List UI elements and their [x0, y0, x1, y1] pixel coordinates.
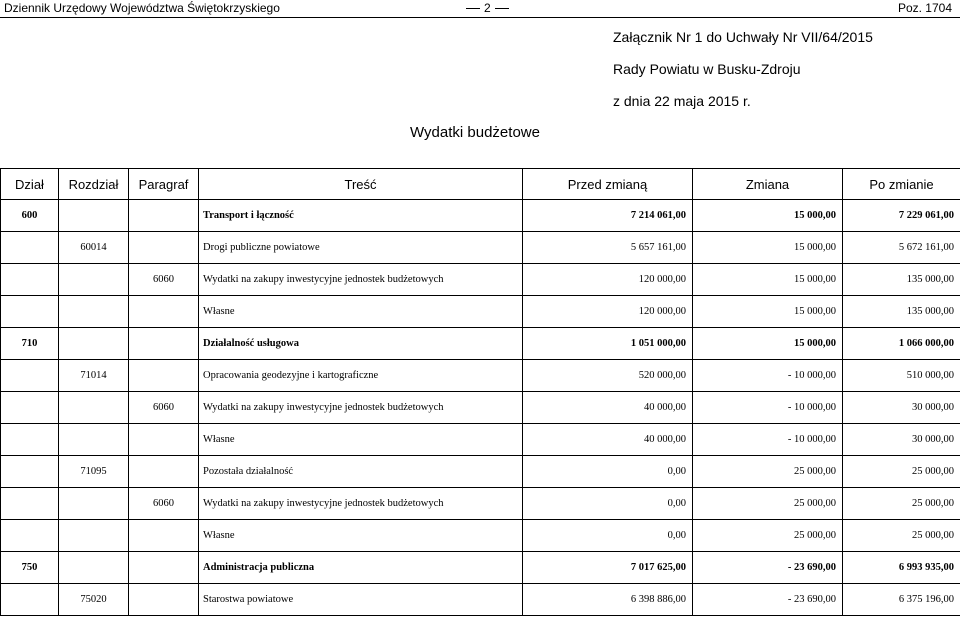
po-zmianie-cell: 6 375 196,00 [843, 584, 960, 616]
rozdzial-cell [59, 392, 129, 424]
column-header: Treść [199, 169, 523, 200]
przed-zmiana-cell: 6 398 886,00 [523, 584, 693, 616]
po-zmianie-cell: 135 000,00 [843, 296, 960, 328]
paragraf-cell [129, 200, 199, 232]
table-row [1, 360, 960, 392]
table-row [1, 520, 960, 552]
rozdzial-cell: 71014 [59, 360, 129, 392]
table-row [1, 424, 960, 456]
zmiana-cell: - 10 000,00 [693, 424, 843, 456]
column-header: Przed zmianą [523, 169, 693, 200]
dzial-cell [1, 520, 59, 552]
column-header: Rozdział [59, 169, 129, 200]
dzial-cell: 600 [1, 200, 59, 232]
budget-table [0, 168, 960, 616]
przed-zmiana-cell: 120 000,00 [523, 296, 693, 328]
paragraf-cell [129, 552, 199, 584]
przed-zmiana-cell: 0,00 [523, 520, 693, 552]
zmiana-cell: - 23 690,00 [693, 552, 843, 584]
przed-zmiana-cell: 7 214 061,00 [523, 200, 693, 232]
zmiana-cell: 25 000,00 [693, 456, 843, 488]
paragraf-cell [129, 584, 199, 616]
tresc-cell: Wydatki na zakupy inwestycyjne jednostek budżetowych [199, 392, 523, 424]
column-header: Dział [1, 169, 59, 200]
document-title: Wydatki budżetowe [410, 124, 540, 141]
po-zmianie-cell: 30 000,00 [843, 392, 960, 424]
dzial-cell [1, 296, 59, 328]
paragraf-cell [129, 456, 199, 488]
column-header: Paragraf [129, 169, 199, 200]
przed-zmiana-cell: 120 000,00 [523, 264, 693, 296]
paragraf-cell: 6060 [129, 488, 199, 520]
table-row [1, 296, 960, 328]
page-number: 2 [462, 1, 513, 15]
przed-zmiana-cell: 0,00 [523, 488, 693, 520]
rozdzial-cell [59, 520, 129, 552]
zmiana-cell: - 10 000,00 [693, 360, 843, 392]
po-zmianie-cell: 6 993 935,00 [843, 552, 960, 584]
przed-zmiana-cell: 0,00 [523, 456, 693, 488]
zmiana-cell: 25 000,00 [693, 520, 843, 552]
dzial-cell: 750 [1, 552, 59, 584]
rozdzial-cell: 71095 [59, 456, 129, 488]
dzial-cell [1, 264, 59, 296]
tresc-cell: Opracowania geodezyjne i kartograficzne [199, 360, 523, 392]
paragraf-cell: 6060 [129, 264, 199, 296]
table-row [1, 552, 960, 584]
table-row [1, 456, 960, 488]
tresc-cell: Własne [199, 424, 523, 456]
rozdzial-cell [59, 200, 129, 232]
dzial-cell [1, 424, 59, 456]
po-zmianie-cell: 30 000,00 [843, 424, 960, 456]
po-zmianie-cell: 1 066 000,00 [843, 328, 960, 360]
dzial-cell [1, 360, 59, 392]
przed-zmiana-cell: 40 000,00 [523, 424, 693, 456]
przed-zmiana-cell: 40 000,00 [523, 392, 693, 424]
paragraf-cell [129, 328, 199, 360]
dzial-cell [1, 456, 59, 488]
rozdzial-cell [59, 328, 129, 360]
rozdzial-cell: 75020 [59, 584, 129, 616]
zmiana-cell: 25 000,00 [693, 488, 843, 520]
po-zmianie-cell: 7 229 061,00 [843, 200, 960, 232]
paragraf-cell [129, 232, 199, 264]
tresc-cell: Starostwa powiatowe [199, 584, 523, 616]
paragraf-cell: 6060 [129, 392, 199, 424]
po-zmianie-cell: 510 000,00 [843, 360, 960, 392]
table-row [1, 584, 960, 616]
dzial-cell [1, 232, 59, 264]
table-header-row [1, 169, 960, 200]
przed-zmiana-cell: 7 017 625,00 [523, 552, 693, 584]
table-row [1, 392, 960, 424]
paragraf-cell [129, 296, 199, 328]
annex-line-2: Rady Powiatu w Busku-Zdroju [613, 61, 801, 77]
po-zmianie-cell: 25 000,00 [843, 520, 960, 552]
table-row [1, 488, 960, 520]
rozdzial-cell [59, 296, 129, 328]
przed-zmiana-cell: 5 657 161,00 [523, 232, 693, 264]
column-header: Zmiana [693, 169, 843, 200]
zmiana-cell: 15 000,00 [693, 232, 843, 264]
annex-line-3: z dnia 22 maja 2015 r. [613, 93, 751, 109]
page-header [0, 0, 960, 17]
tresc-cell: Własne [199, 296, 523, 328]
paragraf-cell [129, 360, 199, 392]
header-rule [0, 17, 960, 18]
tresc-cell: Pozostała działalność [199, 456, 523, 488]
journal-name: Dziennik Urzędowy Województwa Świętokrzyskiego [4, 1, 280, 15]
tresc-cell: Działalność usługowa [199, 328, 523, 360]
zmiana-cell: - 10 000,00 [693, 392, 843, 424]
tresc-cell: Własne [199, 520, 523, 552]
table-row [1, 232, 960, 264]
tresc-cell: Drogi publiczne powiatowe [199, 232, 523, 264]
przed-zmiana-cell: 520 000,00 [523, 360, 693, 392]
rozdzial-cell [59, 424, 129, 456]
rozdzial-cell [59, 264, 129, 296]
zmiana-cell: 15 000,00 [693, 328, 843, 360]
column-header: Po zmianie [843, 169, 960, 200]
dzial-cell [1, 488, 59, 520]
tresc-cell: Administracja publiczna [199, 552, 523, 584]
zmiana-cell: 15 000,00 [693, 200, 843, 232]
tresc-cell: Wydatki na zakupy inwestycyjne jednostek budżetowych [199, 264, 523, 296]
tresc-cell: Wydatki na zakupy inwestycyjne jednostek budżetowych [199, 488, 523, 520]
table-row [1, 264, 960, 296]
paragraf-cell [129, 424, 199, 456]
rozdzial-cell [59, 552, 129, 584]
rozdzial-cell: 60014 [59, 232, 129, 264]
po-zmianie-cell: 25 000,00 [843, 456, 960, 488]
rozdzial-cell [59, 488, 129, 520]
dzial-cell [1, 392, 59, 424]
zmiana-cell: 15 000,00 [693, 296, 843, 328]
zmiana-cell: - 23 690,00 [693, 584, 843, 616]
przed-zmiana-cell: 1 051 000,00 [523, 328, 693, 360]
dzial-cell: 710 [1, 328, 59, 360]
table-row [1, 200, 960, 232]
po-zmianie-cell: 135 000,00 [843, 264, 960, 296]
tresc-cell: Transport i łączność [199, 200, 523, 232]
po-zmianie-cell: 5 672 161,00 [843, 232, 960, 264]
dzial-cell [1, 584, 59, 616]
zmiana-cell: 15 000,00 [693, 264, 843, 296]
paragraf-cell [129, 520, 199, 552]
table-row [1, 328, 960, 360]
position-number: Poz. 1704 [897, 1, 952, 15]
po-zmianie-cell: 25 000,00 [843, 488, 960, 520]
annex-line-1: Załącznik Nr 1 do Uchwały Nr VII/64/2015 [613, 29, 873, 45]
